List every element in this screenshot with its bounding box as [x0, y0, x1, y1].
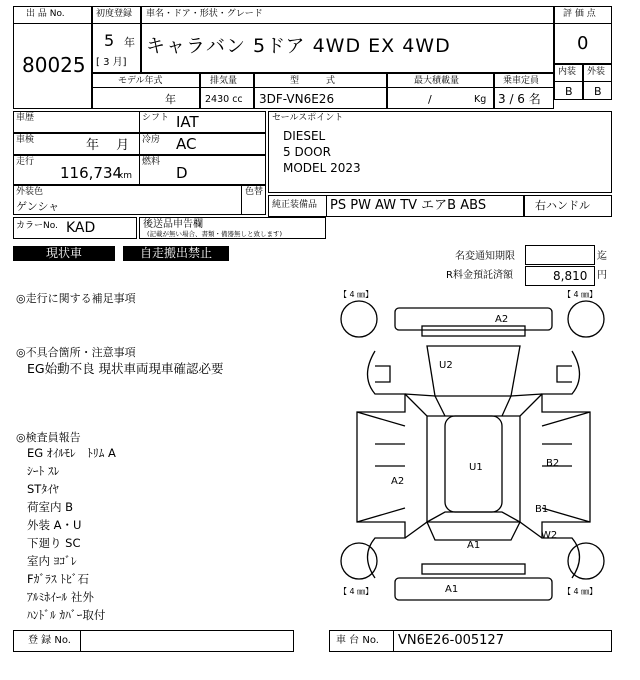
model-value: 3DF-VN6E26	[259, 92, 335, 106]
chassis-no-label: 車 台 No.	[336, 635, 379, 646]
inspection-row	[13, 133, 266, 155]
tire-label-rear-right: 【 4 ㎜】	[563, 587, 598, 596]
mileage-label: 走行	[16, 157, 35, 167]
capacity-value: 3 / 6 名	[498, 92, 541, 106]
sales-point-line: 5 DOOR	[283, 145, 331, 159]
no-self-drive-banner: 自走搬出禁止	[123, 246, 229, 261]
registration-no-divider	[80, 630, 81, 652]
inspector-line: Fｶﾞﾗｽ ﾄﾋﾞ石	[27, 572, 90, 586]
lot-number: 80025	[22, 53, 86, 77]
max-load-unit: Kg	[474, 94, 487, 105]
recycle-value: 8,810	[553, 269, 588, 283]
damage-mark: A1	[467, 540, 481, 551]
sales-point-label: セールスポイント	[272, 113, 344, 123]
chassis-no-divider	[393, 630, 394, 652]
tire-label-rear-left: 【 4 ㎜】	[339, 587, 374, 596]
score-label: 評 価 点	[563, 9, 596, 19]
color-label: 外装色	[16, 187, 44, 197]
damage-mark: B1	[535, 504, 549, 515]
after-item-note: (記載が無い場合、書類・備器無しと致します)	[147, 230, 283, 238]
color-value: ゲンシャ	[16, 200, 60, 213]
name-change-unit: 迄	[597, 251, 607, 262]
inspector-line: ｱﾙﾐﾎｲｰﾙ 社外	[27, 590, 94, 604]
model-label: 型 式	[290, 76, 336, 86]
vehicle-outline	[341, 301, 604, 600]
exterior-grade: B	[594, 85, 602, 98]
inspector-heading: ◎検査員報告	[16, 431, 81, 444]
inspection-value: 年 月	[86, 138, 130, 153]
first-registration-year: 5	[104, 31, 115, 50]
damage-mark: U2	[439, 360, 453, 371]
driving-notes-heading: ◎走行に関する補足事項	[16, 292, 136, 305]
name-change-label: 名変通知期限	[455, 251, 515, 262]
shift-label: シフト	[142, 113, 170, 123]
capacity-label: 乗車定員	[503, 76, 540, 86]
equipment-value: PS PW AW TV エアB ABS	[330, 198, 487, 213]
recycle-label: R料金預託済額	[446, 270, 513, 281]
history-label: 車歴	[16, 113, 35, 123]
first-registration-year-unit: 年	[124, 36, 135, 49]
fuel-label: 燃料	[142, 157, 161, 167]
current-car-banner: 現状車	[13, 246, 115, 261]
recycle-unit: 円	[597, 270, 607, 281]
mileage-unit: km	[118, 171, 132, 181]
inspection-label: 車検	[16, 135, 35, 145]
model-year-label: モデル年式	[118, 76, 163, 86]
sales-point-line: DIESEL	[283, 129, 326, 143]
damage-mark: A1	[445, 584, 459, 595]
max-load-label: 最大積載量	[414, 76, 460, 86]
registration-no-label: 登 録 No.	[28, 635, 71, 646]
interior-grade: B	[565, 85, 573, 98]
grade-label-line	[554, 81, 612, 82]
color-no-label: カラーNo.	[16, 221, 58, 231]
damage-mark: A2	[495, 314, 509, 325]
color-code-divider	[241, 185, 242, 215]
score-value: 0	[577, 33, 589, 54]
interior-grade-label: 内装	[558, 67, 577, 77]
exterior-grade-label: 外装	[587, 67, 606, 77]
damage-mark: W2	[541, 530, 558, 541]
after-item-label: 後送品申告欄	[143, 219, 203, 230]
inspector-line: EG ｵｲﾙﾓﾚ ﾄﾘﾑ A	[27, 446, 116, 460]
name-change-box	[525, 245, 595, 265]
first-registration-month: [ 3 月]	[96, 57, 127, 68]
spec-label-line	[92, 87, 554, 88]
chassis-no-value: VN6E26-005127	[398, 633, 504, 648]
inspector-line: 荷室内 B	[27, 500, 74, 514]
ac-value: AC	[176, 135, 197, 153]
score-label-line	[554, 23, 612, 24]
car-name-label: 車名・ドア・形状・グレード	[146, 9, 263, 19]
defects-heading: ◎不具合箇所・注意事項	[16, 346, 136, 359]
max-load-value: /	[428, 93, 432, 106]
first-registration-label: 初度登録	[96, 9, 133, 19]
displacement-value: 2430 cc	[205, 94, 243, 105]
mileage-value: 116,734	[60, 164, 123, 182]
displacement-label: 排気量	[210, 76, 238, 86]
shift-value: IAT	[176, 113, 199, 131]
inspector-line: 外装 A・U	[27, 518, 82, 532]
steering-value: 右ハンドル	[535, 199, 590, 212]
damage-mark: B2	[546, 458, 560, 469]
fuel-value: D	[176, 164, 188, 182]
color-no-value: KAD	[66, 220, 96, 236]
inspector-line: 下廻り SC	[27, 536, 81, 550]
defects-text: EG始動不良 現状車両現車確認必要	[27, 361, 224, 376]
mileage-row	[13, 155, 266, 185]
inspector-line: ｼｰﾄ ｽﾚ	[27, 464, 60, 478]
vehicle-damage-diagram	[335, 286, 612, 628]
equipment-label: 純正装備品	[272, 200, 318, 210]
inspector-line: ﾊﾝﾄﾞﾙ ｶﾊﾞｰ取付	[27, 608, 106, 622]
inspector-line: STﾀｲﾔ	[27, 482, 59, 496]
damage-mark: A2	[391, 476, 405, 487]
color-code-label: 色替	[245, 187, 264, 197]
lot-number-label-line	[13, 23, 92, 24]
equipment-divider	[326, 195, 327, 217]
model-year-unit: 年	[165, 93, 176, 106]
tire-label-front-right: 【 4 ㎜】	[563, 290, 598, 299]
inspector-line: 室内 ﾖｺﾞﾚ	[27, 554, 77, 568]
car-name: キャラバン 5ドア 4WD EX 4WD	[146, 35, 451, 57]
damage-mark: U1	[469, 462, 483, 473]
lot-number-label: 出 品 No.	[26, 9, 65, 19]
sales-point-line: MODEL 2023	[283, 161, 361, 175]
tire-label-front-left: 【 4 ㎜】	[339, 290, 374, 299]
ac-label: 冷房	[142, 135, 161, 145]
